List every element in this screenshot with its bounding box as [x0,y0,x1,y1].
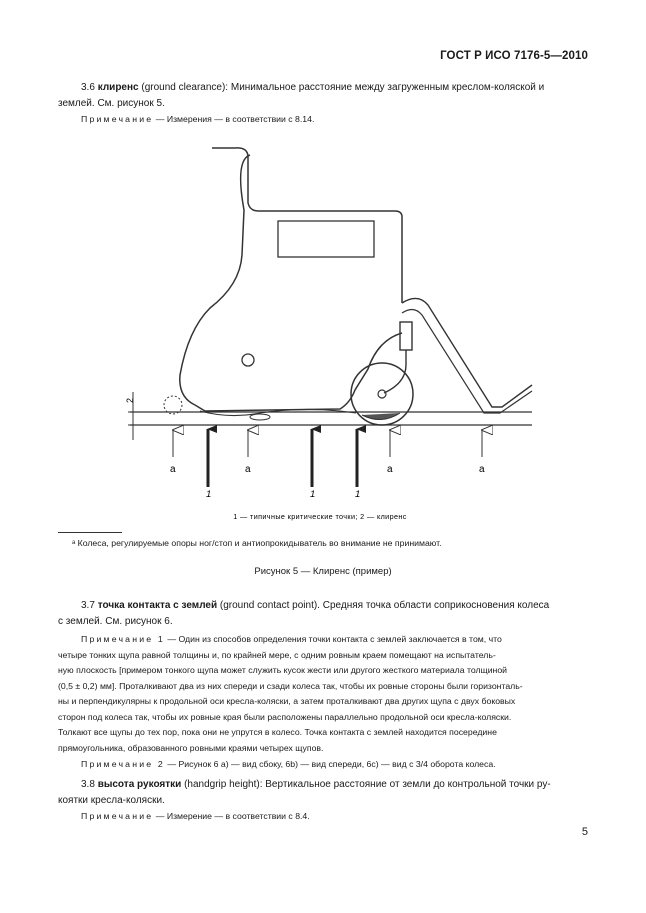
note-3-8 [58,809,590,825]
note-line: ны и перпендикулярны к продольной оси кресла-коляски, а затем проталкивают два других щупа с двух боковых [58,696,516,706]
note-3-6 [58,112,590,128]
note-line: ную плоскость [примером тонкого щупа может служить кусок жести или другого жесткого материала толщиной [58,665,508,675]
term-handgrip-height: высота рукоятки [97,779,182,790]
figure-legend: 1 — типичные критические точки; 2 — клиренс [233,512,407,521]
section-number: 3.7 [81,600,95,611]
term-ground-clearance: клиренс [97,82,139,93]
section-number: 3.8 [81,779,95,790]
label-1-3: 1 [355,489,361,500]
wheelchair-body-outline [180,155,402,411]
definition-line-2: коятки кресла-коляски. [58,795,165,806]
section-number: 3.6 [81,82,95,93]
definition-line-2: с землей. См. рисунок 6. [58,616,173,627]
label-a-2: a [245,464,251,475]
document-header: ГОСТ Р ИСО 7176-5—2010 [440,50,588,62]
label-2: 2 [125,397,135,403]
note-label: Примечание [81,114,154,124]
note-text: — Рисунок 6 а) — вид сбоку, 6b) — вид спереди, 6с) — вид с 3/4 оборота колеса. [167,759,496,769]
wheelchair-diagram [100,135,540,525]
section-3-7 [58,598,590,630]
side-panel-window [278,221,374,257]
section-3-8 [58,777,590,809]
definition-line-2: землей. См. рисунок 5. [58,98,165,109]
term-ground-contact-point: точка контакта с землей [97,600,218,611]
note-line: Примечание 1 — Один из способов определения точки контакта с землей заключается в том, что [81,634,502,644]
note-line: сторон под колеса так, чтобы их ровные края были расположены параллельно продольной оси кресла-коляски. [58,711,512,722]
figure-caption: Рисунок 5 — Клиренс (пример) [254,566,392,577]
label-a-4: a [479,464,485,475]
section-3-6 [58,80,590,112]
note-text: — Измерение — в соответствии с 8.4. [155,811,310,821]
definition-line-1: (ground clearance): Минимальное расстояние между загруженным креслом-коляской и [138,82,545,93]
note-line: четыре тонких щупа равной толщины и, по крайней мере, с одним ровным краем помещают на испытатель- [58,649,496,660]
label-1-1: 1 [206,489,212,500]
note-3-7-1 [58,632,590,756]
rear-wheel-ghost [164,396,182,414]
footnote-divider [58,532,122,533]
axle-hub [242,354,254,366]
definition-line-1: (handgrip height): Вертикальное расстояние от земли до контрольной точки ру- [181,779,551,790]
caster-tire [362,413,400,420]
caster-fork-housing [400,322,412,350]
note-label: Примечание [81,811,154,821]
note-line: Толкают все щупы до тех пор, пока они не упрутся в колесо. Точка контакта с землей находится посередине [58,727,497,737]
note-text: — Измерения — в соответствии с 8.14. [155,114,315,124]
note-line: (0,5 ± 0,2) мм]. Проталкивают два из них спереди и сзади колеса так, чтобы их ровные стороны были горизонталь- [58,680,523,691]
label-1-2: 1 [310,489,316,500]
note-label: Примечание 1 [81,634,165,644]
page-number: 5 [581,826,588,838]
footnote-a: ᵃ Колеса, регулируемые опоры ног/стоп и антиопрокидыватель во внимание не принимают. [72,538,442,548]
note-line: прямоугольника, образованного ровными краями четырех щупов. [58,742,324,753]
label-a-3: a [387,464,393,475]
definition-line-1: (ground contact point). Средняя точка области соприкосновения колеса [217,600,550,611]
note-3-7-2 [58,757,590,773]
figure-5-clearance [100,135,540,525]
note-label: Примечание 2 [81,759,165,769]
label-a-1: a [170,464,176,475]
